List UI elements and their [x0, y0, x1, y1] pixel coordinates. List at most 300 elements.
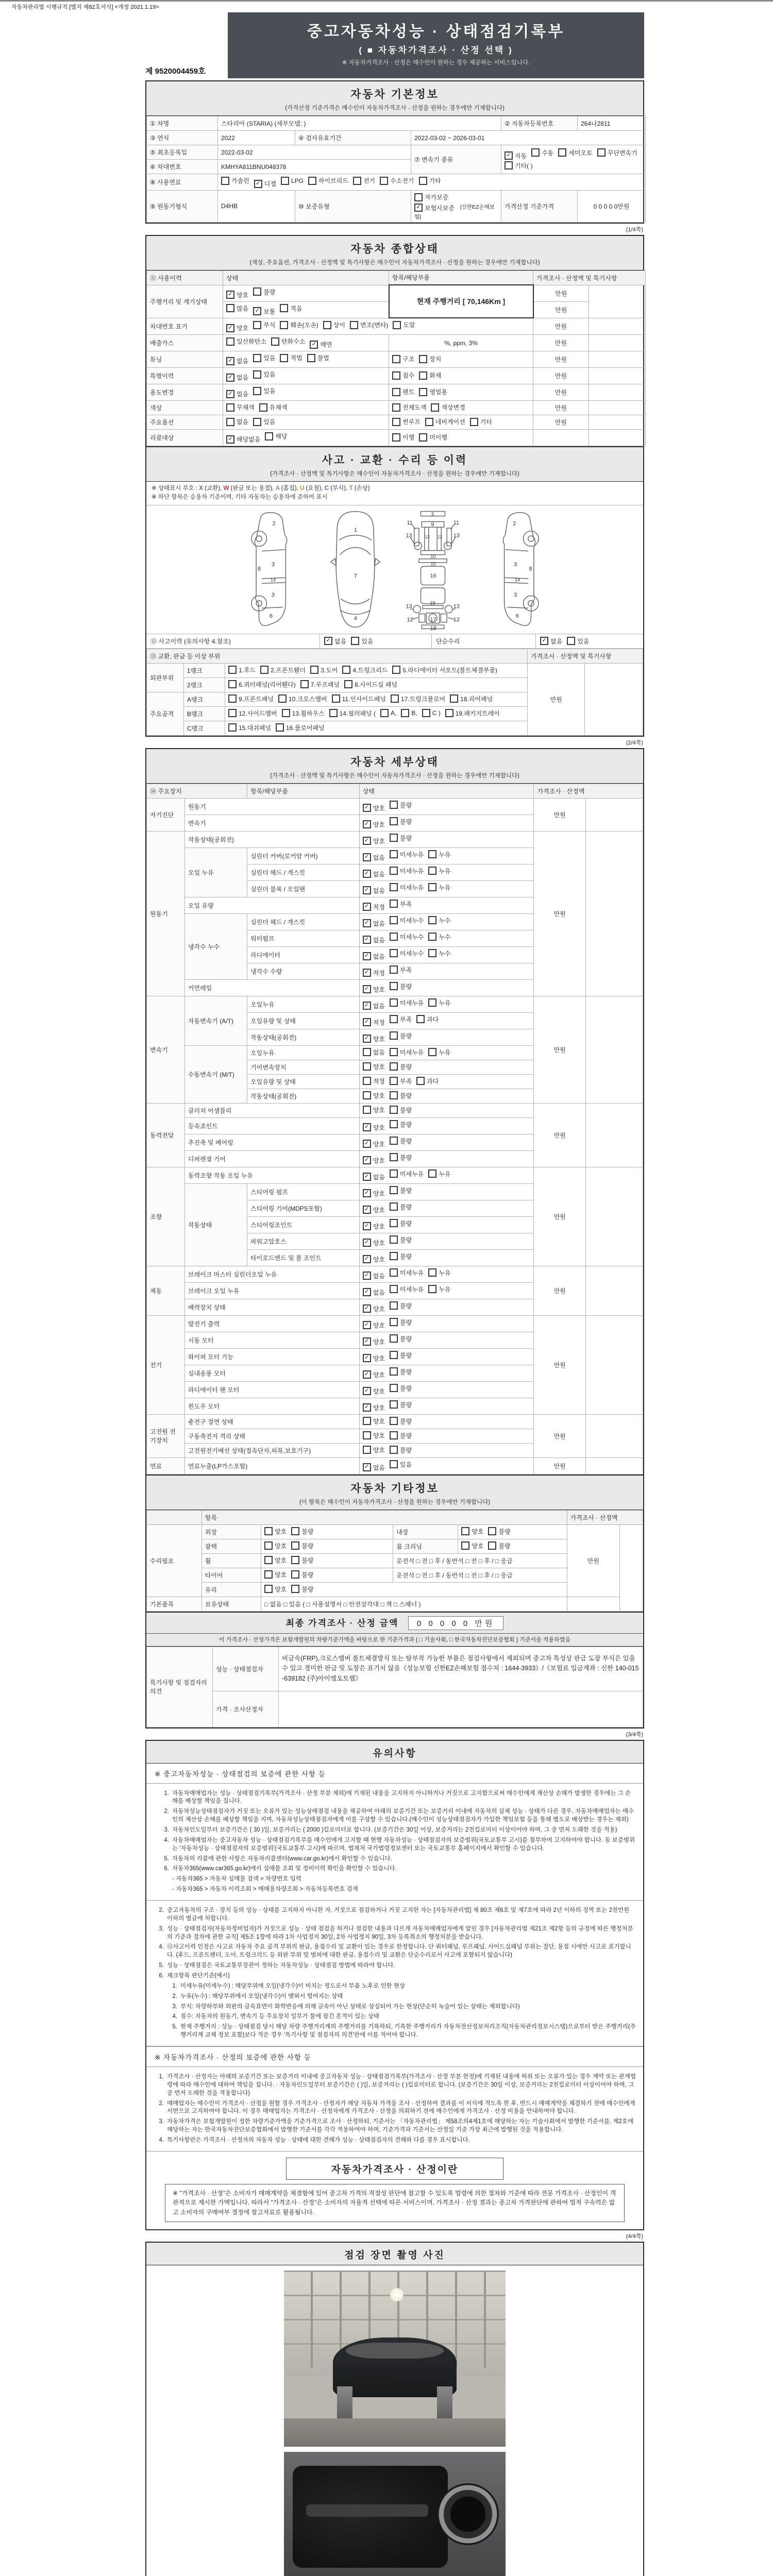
- checkbox-cell: [359, 798, 534, 815]
- checkbox-cell: [359, 1365, 534, 1381]
- checkbox-checked: [363, 870, 385, 878]
- car-name-value: 스타리아 (STARIA) (세부모델: ): [218, 116, 501, 131]
- checkbox-box-icon: [278, 694, 287, 703]
- checkbox-box-icon: ✓: [363, 1035, 371, 1043]
- checkbox-label: 양호: [373, 1256, 385, 1263]
- checkbox-box-icon: [445, 709, 453, 717]
- checkbox-checked: [363, 1272, 385, 1280]
- checkbox-unchecked: [390, 1431, 412, 1440]
- accident-history-label: ⑫ 사고이력 (유의사항 4.참조): [146, 634, 320, 648]
- checkbox-label: 없음: [334, 637, 347, 645]
- photo-underbody: [293, 2466, 448, 2568]
- checkbox-label: 상이: [333, 321, 345, 329]
- svg-text:9: 9: [430, 521, 434, 528]
- checkbox-box-icon: [291, 1541, 299, 1550]
- service-note: ※ 자동차가격조사 · 산정은 매수인이 원하는 경우 제공하는 서비스입니다.: [342, 60, 530, 66]
- cell: 실린더 헤드 / 개스킷: [247, 913, 360, 930]
- cell: 라디에이터 팬 모터: [184, 1381, 359, 1398]
- checkbox-unchecked: [431, 403, 465, 412]
- checkbox-box-icon: [416, 1015, 425, 1023]
- checkbox-checked: [253, 307, 275, 316]
- checkbox-checked: [226, 324, 248, 332]
- checkbox-unchecked: [228, 680, 296, 689]
- checkbox-cell: [223, 401, 389, 415]
- checkbox-box-icon: [253, 354, 261, 362]
- panel-rank-table: [146, 649, 643, 736]
- section-detail-header: [146, 749, 643, 784]
- checkbox-cell: [359, 1443, 534, 1458]
- checkbox-box-icon: [505, 161, 513, 170]
- section-overall-header: [146, 236, 643, 270]
- checkbox-label: 불량: [399, 1351, 412, 1359]
- opinion-label: 특기사항 및 점검자의 의견: [147, 1647, 213, 1727]
- checkbox-unchecked: [363, 1446, 385, 1454]
- table-row: [147, 798, 643, 815]
- checkbox-label: 누수: [439, 933, 451, 941]
- checkbox-label: 없음: [373, 1048, 385, 1056]
- checkbox-unchecked: [390, 1351, 412, 1360]
- checkbox-unchecked: [390, 1015, 412, 1024]
- checkbox-checked: [363, 1189, 385, 1198]
- note-item: - 자동차365 > 자동차 실매물 검색 > 차량번호 입력: [172, 1876, 301, 1883]
- checkbox-box-icon: ✓: [226, 374, 234, 382]
- checkbox-cell: [261, 1582, 567, 1597]
- checkbox-unchecked: [392, 417, 421, 426]
- field-label: ⑦ 변속기 종류: [411, 145, 501, 174]
- cell: 오일 누유: [184, 848, 247, 897]
- checkbox-box-icon: [392, 403, 400, 412]
- table-row: [147, 663, 643, 677]
- checkbox-unchecked: [428, 1048, 450, 1057]
- checkbox-label: 양호: [373, 1157, 385, 1164]
- checkbox-label: A,: [391, 709, 397, 717]
- checkbox-cell: [223, 368, 389, 384]
- checkbox-label: 불량: [399, 1137, 412, 1145]
- checkbox-label: 누유: [439, 867, 451, 875]
- checkbox-unchecked: [391, 694, 445, 703]
- cell: 만원: [533, 368, 589, 384]
- checkbox-cell: [359, 1299, 534, 1315]
- checkbox-box-icon: [363, 1048, 371, 1056]
- checkbox-unchecked: [390, 1460, 412, 1469]
- checkbox-cell: [359, 1216, 534, 1233]
- checkbox-label: 누유: [439, 1285, 451, 1293]
- checkbox-label: 15.대쉬패널: [238, 724, 271, 732]
- checkbox-box-icon: [380, 709, 389, 717]
- accident-history-row: [146, 634, 643, 649]
- checkbox-box-icon: [390, 801, 398, 809]
- checkbox-box-icon: [428, 916, 436, 924]
- checkbox-cell: [359, 1200, 534, 1216]
- checkbox-unchecked: [390, 1170, 424, 1178]
- checkbox-box-icon: ✓: [363, 1463, 371, 1471]
- checkbox-box-icon: [390, 1235, 398, 1244]
- document-subtitle: ( ■ 자동차가격조사 · 산정 선택 ): [359, 45, 513, 55]
- checkbox-label: 양호: [373, 1206, 385, 1214]
- checkbox-label: 17.트렁크플로어: [400, 695, 446, 703]
- legend-symbol: X: [199, 485, 205, 492]
- checkbox-cell: [359, 963, 534, 979]
- checkbox-box-icon: [380, 177, 388, 185]
- checkbox-cell: [225, 692, 527, 706]
- checkbox-box-icon: ✓: [363, 969, 371, 977]
- checkbox-unchecked: [428, 1268, 450, 1277]
- checkbox-label: 적음: [290, 304, 303, 312]
- checkbox-label: 부족: [399, 1077, 412, 1085]
- checkbox-cell: [359, 1074, 534, 1089]
- checkbox-unchecked: [390, 1446, 412, 1454]
- column-header: ⑪ 사용이력: [147, 270, 223, 285]
- checkbox-label: 부족: [399, 966, 412, 974]
- checkbox-box-icon: [392, 355, 400, 363]
- checkbox-unchecked: [390, 1031, 412, 1040]
- checkbox-label: 전체도색: [402, 404, 427, 412]
- checkbox-label: 일산화탄소: [237, 338, 266, 345]
- checkbox-box-icon: [431, 403, 439, 412]
- cell: 변속기: [184, 815, 359, 831]
- checkbox-label: 없음: [373, 936, 385, 944]
- checkbox-cell: [389, 368, 533, 384]
- field-label: ⑤ 최초등록일: [147, 145, 218, 160]
- checkbox-unchecked: [228, 666, 256, 674]
- table-row: [147, 1458, 643, 1474]
- checkbox-cell: [458, 1524, 567, 1539]
- checkbox-unchecked: [259, 403, 288, 412]
- checkbox-label: 무채색: [237, 404, 255, 412]
- checkbox-box-icon: [363, 1091, 371, 1099]
- checkbox-cell: [359, 1381, 534, 1398]
- checkbox-label: 19.패키지트레이: [455, 709, 500, 717]
- checkbox-box-icon: [332, 694, 340, 703]
- checkbox-box-icon: [390, 1106, 398, 1114]
- checkbox-unchecked: [445, 709, 500, 718]
- checkbox-box-icon: [597, 148, 606, 157]
- checkbox-checked: [363, 1288, 385, 1297]
- checkbox-checked: [363, 1206, 385, 1214]
- column-header: 항목/해당부품: [247, 784, 360, 798]
- checkbox-box-icon: [228, 666, 237, 674]
- checkbox-box-icon: [567, 637, 575, 645]
- cell: 변속기: [147, 996, 185, 1103]
- cell: 고전원 전기장치: [147, 1414, 185, 1458]
- checkbox-unchecked: [390, 998, 424, 1007]
- legend-note: ※ 하단 항목은 승용차 기준이며, 기타 자동차는 승용차에 준하여 표시: [152, 494, 328, 501]
- checkbox-box-icon: [264, 1527, 273, 1535]
- checkbox-box-icon: ✓: [363, 1206, 371, 1214]
- field-label: ④ 검사유효기간: [295, 131, 411, 145]
- checkbox-cell: [359, 1134, 534, 1150]
- checkbox-label: 4.트렁크리드: [352, 666, 388, 674]
- checkbox-label: 없음: [373, 1173, 385, 1181]
- checkbox-box-icon: ✓: [363, 853, 371, 861]
- checkbox-label: 양호: [373, 1354, 385, 1362]
- checkbox-box-icon: [531, 148, 540, 157]
- svg-text:4: 4: [354, 615, 357, 621]
- checkbox-label: 없음: [237, 358, 249, 365]
- checkbox-box-icon: ✓: [363, 903, 371, 911]
- section-overall-state: [145, 235, 644, 737]
- checkbox-unchecked: [390, 1077, 412, 1086]
- checkbox-label: 7.루프패널: [310, 681, 340, 688]
- cell: 냉각수 누수: [184, 913, 247, 979]
- checkbox-checked: [310, 340, 332, 349]
- checkbox-unchecked: [307, 353, 329, 362]
- checkbox-box-icon: [280, 321, 288, 329]
- checkbox-label: 불량: [399, 1219, 412, 1227]
- checkbox-checked: [363, 1018, 385, 1027]
- checkbox-label: 양호: [373, 1035, 385, 1043]
- checkbox-box-icon: [390, 883, 398, 891]
- checkbox-box-icon: [363, 1106, 371, 1114]
- checkbox-unchecked: [390, 1285, 424, 1294]
- svg-text:5: 5: [431, 511, 434, 517]
- svg-text:11: 11: [453, 519, 459, 526]
- notices-list-1: [146, 1784, 643, 1901]
- warranty-type-cell: [411, 191, 501, 223]
- checkbox-label: 양호: [373, 1223, 385, 1230]
- checkbox-label: 적정: [373, 903, 385, 911]
- checkbox-label: 누유: [439, 1170, 451, 1178]
- checkbox-checked: [226, 291, 248, 299]
- checkbox-checked: [363, 1370, 385, 1379]
- base-price-value: 0 0 0 0 0만원: [578, 191, 646, 223]
- cell: 실린더 블록 / 오일팬: [247, 880, 360, 897]
- legend-symbol: W: [223, 485, 231, 492]
- checkbox-unchecked: [390, 1334, 412, 1343]
- checkbox-unchecked: [390, 916, 424, 925]
- checkbox-label: 누유: [439, 1048, 451, 1056]
- document-header: [145, 12, 644, 78]
- checkbox-label: 양호: [373, 1338, 385, 1346]
- table-row: [147, 996, 643, 1012]
- cell: [589, 384, 646, 401]
- cell: 스티어링조인트: [247, 1216, 360, 1233]
- checkbox-unchecked: [228, 723, 271, 732]
- checkbox-box-icon: [253, 321, 261, 329]
- checkbox-box-icon: [428, 1048, 436, 1056]
- cell: 작동상태(공회전): [247, 1089, 360, 1103]
- cell: 만원: [533, 318, 589, 335]
- cell: 만원: [533, 285, 589, 301]
- checkbox-label: 불량: [399, 1384, 412, 1392]
- cell: [586, 1414, 643, 1458]
- checkbox-box-icon: [344, 680, 352, 688]
- checkbox-label: 없음: [373, 1272, 385, 1280]
- table-row: [147, 430, 646, 446]
- checkbox-label: 양호: [373, 1140, 385, 1148]
- checkbox-unchecked: [414, 193, 448, 201]
- checkbox-label: 세미오토: [568, 149, 593, 157]
- checkbox-label: 무단변속기: [607, 149, 637, 157]
- checkbox-cell: [359, 1282, 534, 1299]
- checkbox-unchecked: [390, 982, 412, 991]
- checkbox-box-icon: [392, 388, 400, 396]
- cell: 브레이크 오일 누유: [184, 1282, 359, 1299]
- legend-label: (교환),: [205, 485, 224, 492]
- checkbox-cell: [359, 897, 534, 913]
- checkbox-box-icon: [488, 1527, 496, 1535]
- cell: %, ppm, 3%: [389, 335, 533, 351]
- checkbox-label: 13.휠하우스: [292, 709, 325, 717]
- checkbox-checked: [363, 952, 385, 961]
- cell: 운전석 □ 전 □ 후 / 동반석 □ 전 □ 후 / □ 응급: [393, 1568, 567, 1582]
- checkbox-checked: [254, 179, 276, 188]
- checkbox-label: 있음: [263, 387, 276, 395]
- engine-type-value: D4HB: [218, 191, 295, 223]
- checkbox-checked: [226, 357, 248, 365]
- checkbox-box-icon: [419, 371, 427, 380]
- table-header-row: [147, 1510, 643, 1524]
- table-row: [147, 831, 643, 848]
- checkbox-label: 양호: [373, 1092, 385, 1099]
- column-header: 가격조사 · 산정액 및 특기사항: [533, 270, 646, 285]
- final-price-amount: 0 0 0 0 0 만원: [408, 1616, 504, 1630]
- note-item: 4. 침수: 자동차의 원동기, 변속기 등 주요장치 일부가 물에 잠긴 흔적이 있는 상태: [172, 2013, 379, 2020]
- checkbox-box-icon: [390, 1015, 398, 1023]
- checkbox-box-icon: [390, 1460, 398, 1468]
- checkbox-unchecked: [390, 1367, 412, 1376]
- checkbox-label: 썬루프: [402, 418, 421, 426]
- checkbox-label: 불량: [301, 1585, 314, 1593]
- notices-list-3: [146, 2067, 643, 2151]
- checkbox-box-icon: ✓: [363, 1370, 371, 1379]
- accident-history-checkboxes: [320, 634, 432, 648]
- column-header: 상태: [359, 784, 534, 798]
- checkbox-box-icon: ✓: [363, 1255, 371, 1263]
- checkbox-label: 3.도어: [321, 666, 338, 674]
- checkbox-box-icon: [390, 1446, 398, 1454]
- svg-text:17: 17: [430, 616, 436, 623]
- checkbox-box-icon: [428, 1268, 436, 1277]
- field-label: ② 자동차등록번호: [501, 116, 578, 131]
- checkbox-label: 미세누유: [399, 1285, 424, 1293]
- checkbox-box-icon: [390, 982, 398, 990]
- status-code-legend: [199, 485, 369, 492]
- checkbox-cell: [225, 677, 527, 692]
- checkbox-cell: [359, 1089, 534, 1103]
- checkbox-box-icon: [351, 637, 359, 645]
- checkbox-checked: [363, 1304, 385, 1313]
- photos-title: 점검 장면 촬영 사진: [344, 2249, 445, 2261]
- note-item: 4. 자동차매매업자는 중고자동차 성능 · 상태점검기록부를 매수인에게 고지할 때 현행 자동차성능 · 상태점검자의 보증범위(국토교통부 고시)를 첨부하여 고지하여야 합니다. 동 보증범위는 '자동차성능 · 상태점검자의 보증범위'(국토교통부 고시)에 따르며, 법제처 국가법령정보센터 또는 국토교통부 홈페이지에서 확인할 수 있습니다.: [164, 1837, 635, 1852]
- cell: [586, 1315, 643, 1414]
- inspector-opinion-table: [146, 1647, 643, 1727]
- cell: B랭크: [183, 706, 225, 721]
- checkbox-box-icon: [390, 949, 398, 957]
- note-item: - 자동차365 > 자동차 이력조회 > 매매용차량조회 > 자동차등록번호 검색: [172, 1886, 358, 1893]
- checkbox-unchecked: [428, 916, 450, 925]
- checkbox-label: 없음: [373, 887, 385, 894]
- checkbox-box-icon: [342, 666, 350, 674]
- checkbox-label: 가솔린: [231, 177, 249, 184]
- cell: 오일 유량: [184, 897, 359, 913]
- cell: 만원: [534, 1414, 586, 1458]
- cell: [589, 415, 646, 430]
- checkbox-unchecked: [505, 161, 533, 170]
- checkbox-unchecked: [390, 1384, 412, 1393]
- checkbox-unchecked: [363, 1106, 385, 1114]
- checkbox-unchecked: [390, 817, 412, 826]
- checkbox-unchecked: [344, 680, 397, 689]
- svg-text:1: 1: [354, 527, 357, 533]
- checkbox-unchecked: [428, 867, 450, 875]
- checkbox-box-icon: [461, 1527, 469, 1535]
- warranty-type-checkboxes: [414, 196, 459, 211]
- cell: 실린더 커버(로커암 커버): [247, 848, 360, 864]
- checkbox-unchecked: [390, 867, 424, 875]
- checkbox-box-icon: [291, 1556, 299, 1564]
- checkbox-unchecked: [428, 949, 450, 958]
- checkbox-box-icon: [390, 1186, 398, 1194]
- checkbox-label: C ): [432, 709, 441, 717]
- checkbox-unchecked: [422, 709, 441, 717]
- checkbox-box-icon: [390, 1384, 398, 1392]
- checkbox-box-icon: [363, 1431, 371, 1439]
- checkbox-box-icon: [253, 287, 261, 296]
- cell: [586, 1266, 643, 1315]
- svg-text:13: 13: [406, 532, 412, 539]
- checkbox-box-icon: [323, 321, 331, 329]
- checkbox-label: 불량: [399, 1302, 412, 1310]
- checkbox-cell: [359, 913, 534, 930]
- cell: 만원: [534, 1458, 586, 1474]
- checkbox-box-icon: [228, 723, 237, 732]
- cell: 만원: [534, 831, 586, 996]
- checkbox-box-icon: [353, 177, 361, 185]
- checkbox-box-icon: [390, 1120, 398, 1128]
- checkbox-unchecked: [380, 709, 396, 717]
- checkbox-label: 과다: [427, 1015, 439, 1023]
- checkbox-label: 이행: [402, 434, 415, 442]
- appraiser-label: 가격 · 조사산정자: [213, 1691, 279, 1727]
- checkbox-box-icon: [470, 418, 478, 426]
- checkbox-box-icon: [264, 1570, 273, 1579]
- checkbox-checked: [363, 1403, 385, 1412]
- note-item: 5. 성능 · 상태점검은 국토교통부장관이 정하는 자동차성능 · 상태점검 방법에 따라야 합니다.: [159, 1962, 395, 1969]
- column-header: 가격조사 · 산정액: [567, 1510, 643, 1524]
- cell: [586, 798, 643, 831]
- cell: 기본품목: [147, 1597, 202, 1611]
- cell: 만원: [533, 335, 589, 351]
- checkbox-box-icon: [264, 1585, 273, 1593]
- first-registration-value: 2022-03-02: [218, 145, 411, 160]
- document-title: 중고자동차성능 · 상태점검기록부: [307, 23, 565, 40]
- cell: 유리: [201, 1582, 261, 1597]
- cell: 오일누유: [247, 996, 360, 1012]
- checkbox-unchecked: [419, 433, 447, 442]
- checkbox-label: 불량: [399, 982, 412, 990]
- checkbox-label: 미세누유: [399, 1170, 424, 1178]
- checkbox-cell: [223, 335, 389, 351]
- section-basic-subtitle: (가격산정 기준가격은 매수인이 자동차가격조사 · 산정을 원하는 경우에만 기재합니다): [285, 105, 505, 111]
- checkbox-label: 불량: [399, 1401, 412, 1409]
- cell: 만원: [534, 1167, 586, 1266]
- cell: 색상: [147, 401, 223, 415]
- checkbox-label: 불량: [301, 1528, 314, 1535]
- checkbox-box-icon: [253, 387, 261, 395]
- definition-title: 자동차가격조사 · 산정이란: [286, 2158, 503, 2180]
- checkbox-label: 불량: [399, 1092, 412, 1099]
- checkbox-box-icon: ✓: [363, 1156, 371, 1164]
- checkbox-label: 불량: [498, 1542, 511, 1550]
- checkbox-label: 있음: [263, 418, 276, 426]
- cell: 외장: [201, 1524, 261, 1539]
- checkbox-unchecked: [531, 148, 553, 157]
- cell: 리콜대상: [147, 430, 223, 446]
- checkbox-box-icon: [226, 403, 234, 412]
- checkbox-cell: [225, 706, 527, 721]
- photo-wheel: [437, 2483, 499, 2545]
